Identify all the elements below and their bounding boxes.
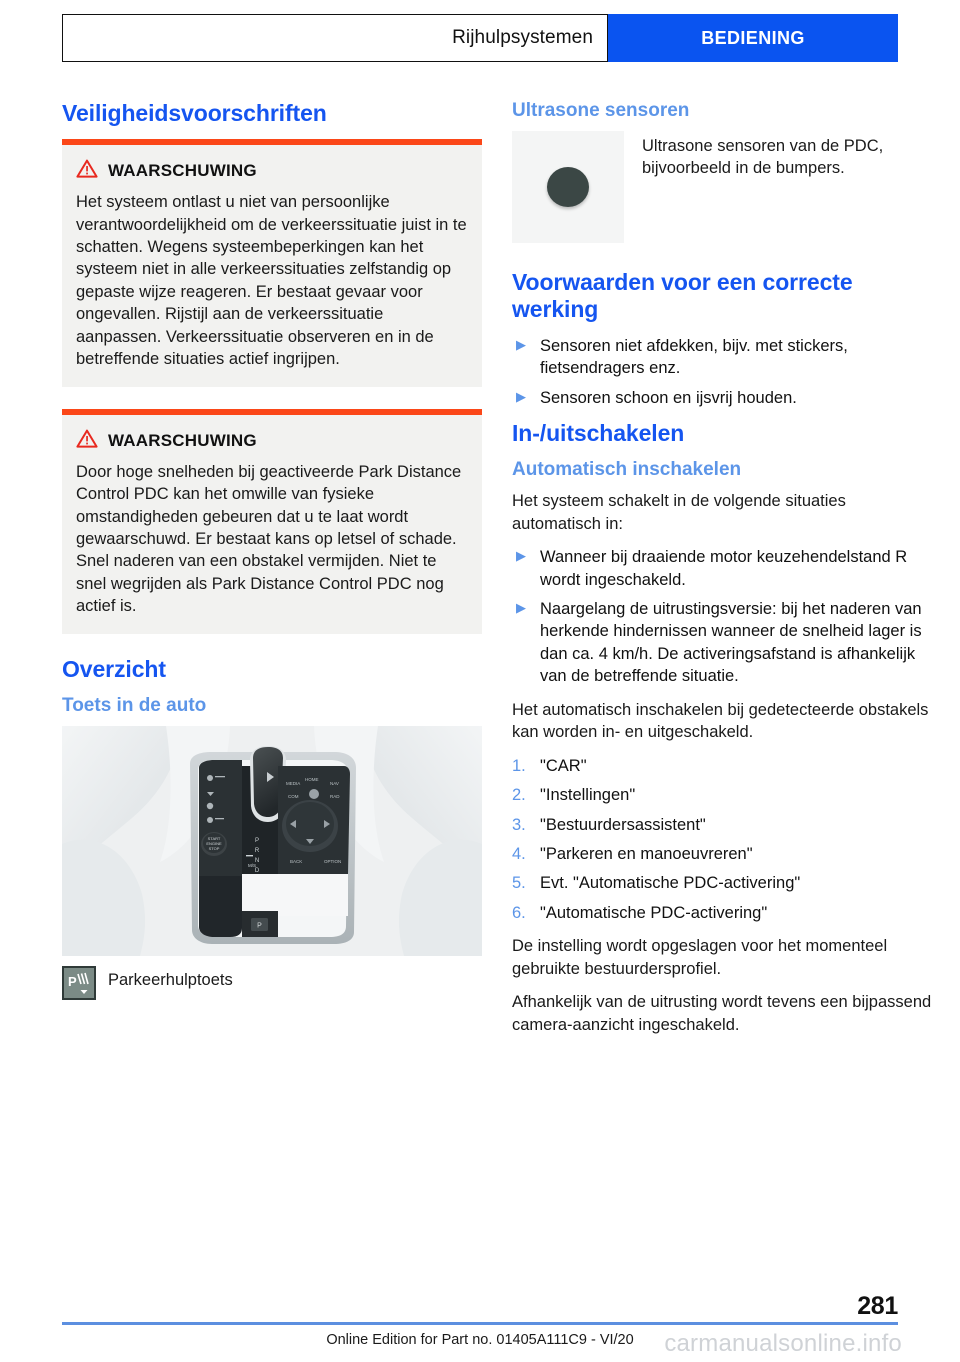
step-number: 3. [512,815,526,834]
auto-switch-on-intro: Het systeem schakelt in de volgende situaties automatisch in: [512,492,846,533]
footer-edition-note: Online Edition for Part no. 01405A111C9 - VI/20 [326,1332,634,1348]
svg-text:R: R [254,847,260,854]
header-section-label: BEDIENING [701,27,805,48]
list-item: ▶ Sensoren schoon en ijsvrij houden. [512,387,932,409]
ultrasonic-sensor-photo [512,131,624,243]
svg-text:COM: COM [288,793,299,799]
switching-heading: In-/uitschakelen [512,420,685,447]
page-header [62,14,898,62]
step-number: 6. [512,903,526,922]
footer-divider [62,1322,898,1325]
svg-text:RAD: RAD [330,793,340,799]
svg-text:NAV: NAV [330,780,339,786]
svg-text:MEDIA: MEDIA [286,780,301,786]
left-column [62,100,482,1000]
warning-label: WAARSCHUWING [108,161,257,181]
svg-text:P: P [254,837,260,844]
header-chapter-label: Rijhulpsystemen [452,27,593,48]
step-number: 4. [512,844,526,863]
warning-header [76,429,468,453]
auto-switch-on-list [512,546,932,688]
step-number: 1. [512,756,526,775]
svg-text:START: START [207,835,221,841]
bullet-triangle-icon: ▶ [516,337,526,353]
conditions-heading: Voorwaarden voor een correcte werking [512,268,853,322]
closing-paragraph-2: Afhankelijk van de uitrusting wordt tevens een bijpassend camera-aanzicht ingeschakeld. [512,993,932,1034]
right-column [512,100,932,1047]
list-item [512,872,932,894]
figure-caption: Parkeerhulptoets [108,970,233,989]
header-chapter-tab [62,14,608,62]
pdc-park-assist-icon [62,966,96,1000]
page-number: 281 [857,1292,898,1320]
list-item: ▶ Naargelang de uitrustingsversie: bij het naderen van herkende hindernissen wanneer de snelheid lager is dan ca. 4 km/h. De activeringsafstand is afhankelijk van de betreffende situatie. [512,598,932,688]
svg-text:P: P [257,922,262,930]
step-number: 5. [512,874,526,893]
warning-header [76,159,468,183]
step-label: "Bestuurdersassistent" [540,815,706,834]
bullet-triangle-icon: ▶ [516,388,526,404]
list-item [512,755,932,777]
step-number: 2. [512,786,526,805]
svg-text:N: N [254,857,260,864]
svg-text:D: D [254,867,260,874]
warning-box-1 [62,139,482,387]
ultrasonic-sensors-heading: Ultrasone sensoren [512,100,690,121]
center-console-photo [62,726,482,956]
svg-text:HOME: HOME [305,776,319,782]
list-item [512,902,932,924]
closing-paragraph-1: De instelling wordt opgeslagen voor het momenteel gebruikte bestuurdersprofiel. [512,937,888,978]
sensor-dot-graphic [547,167,589,207]
step-label: "Parkeren en manoeuvreren" [540,844,753,863]
warning-text: Door hoge snelheden bij geactiveerde Park Distance Control PDC kan het omwille van fysieke omstandigheden gebeuren dat u te laat wordt gewaarschuwd. Er bestaat kans op letsel of schade. Snel naderen van een obstakel vermijden. Niet te snel wegrijden als Park Distance Control PDC nog actief is. [76,462,462,616]
svg-text:ENGINE: ENGINE [206,840,222,846]
ultrasonic-sensor-figure [512,131,932,243]
warning-triangle-icon [76,429,98,453]
warning-box-2 [62,409,482,634]
list-item [512,814,932,836]
steps-intro: Het automatisch inschakelen bij gedetecteerde obstakels kan worden in- en uitgeschakeld. [512,700,929,742]
list-item: ▶ Sensoren niet afdekken, bijv. met stickers, fietsendragers enz. [512,335,932,380]
svg-text:P: P [68,973,77,989]
conditions-list [512,335,932,409]
step-label: Evt. "Automatische PDC-activering" [540,874,801,893]
list-item [512,784,932,806]
bullet-triangle-icon: ▶ [516,600,526,616]
watermark: carmanualsonline.info [664,1330,902,1357]
menu-path-steps [512,755,932,925]
svg-text:BACK: BACK [290,858,303,864]
list-item: ▶ Wanneer bij draaiende motor keuzehendelstand R wordt ingeschakeld. [512,546,932,591]
warning-triangle-icon [76,159,98,183]
page-title: Veiligheidsvoorschriften [62,100,327,126]
overview-heading: Overzicht [62,655,166,682]
step-label: "Instellingen" [540,786,636,805]
step-label: "CAR" [540,756,587,775]
svg-text:M/S: M/S [248,862,257,868]
header-section-tab [608,14,898,62]
warning-label: WAARSCHUWING [108,430,257,450]
step-label: "Automatische PDC-activering" [540,903,768,922]
figure-caption-row [62,966,482,1000]
svg-text:OPTION: OPTION [324,858,342,864]
list-item [512,843,932,865]
svg-text:STOP: STOP [208,845,220,851]
button-in-car-heading: Toets in de auto [62,694,207,716]
auto-switch-on-heading: Automatisch inschakelen [512,459,742,481]
bullet-triangle-icon: ▶ [516,548,526,564]
warning-text: Het systeem ontlast u niet van persoonlijke verantwoordelijkheid om de verkeerssituatie juist in te schatten. Wegens systeembeperkingen kan het systeem niet in alle verkeerssituaties zelfstandig op gepaste wijze reageren. Er bestaat gevaar voor ongevallen. Rijstijl aan de verkeerssituatie aanpassen. Verkeerssituatie observeren en in de betreffende situaties actief ingrijpen. [76,193,467,369]
sensor-caption: Ultrasone sensoren van de PDC, bijvoorbeeld in de bumpers. [642,136,884,178]
